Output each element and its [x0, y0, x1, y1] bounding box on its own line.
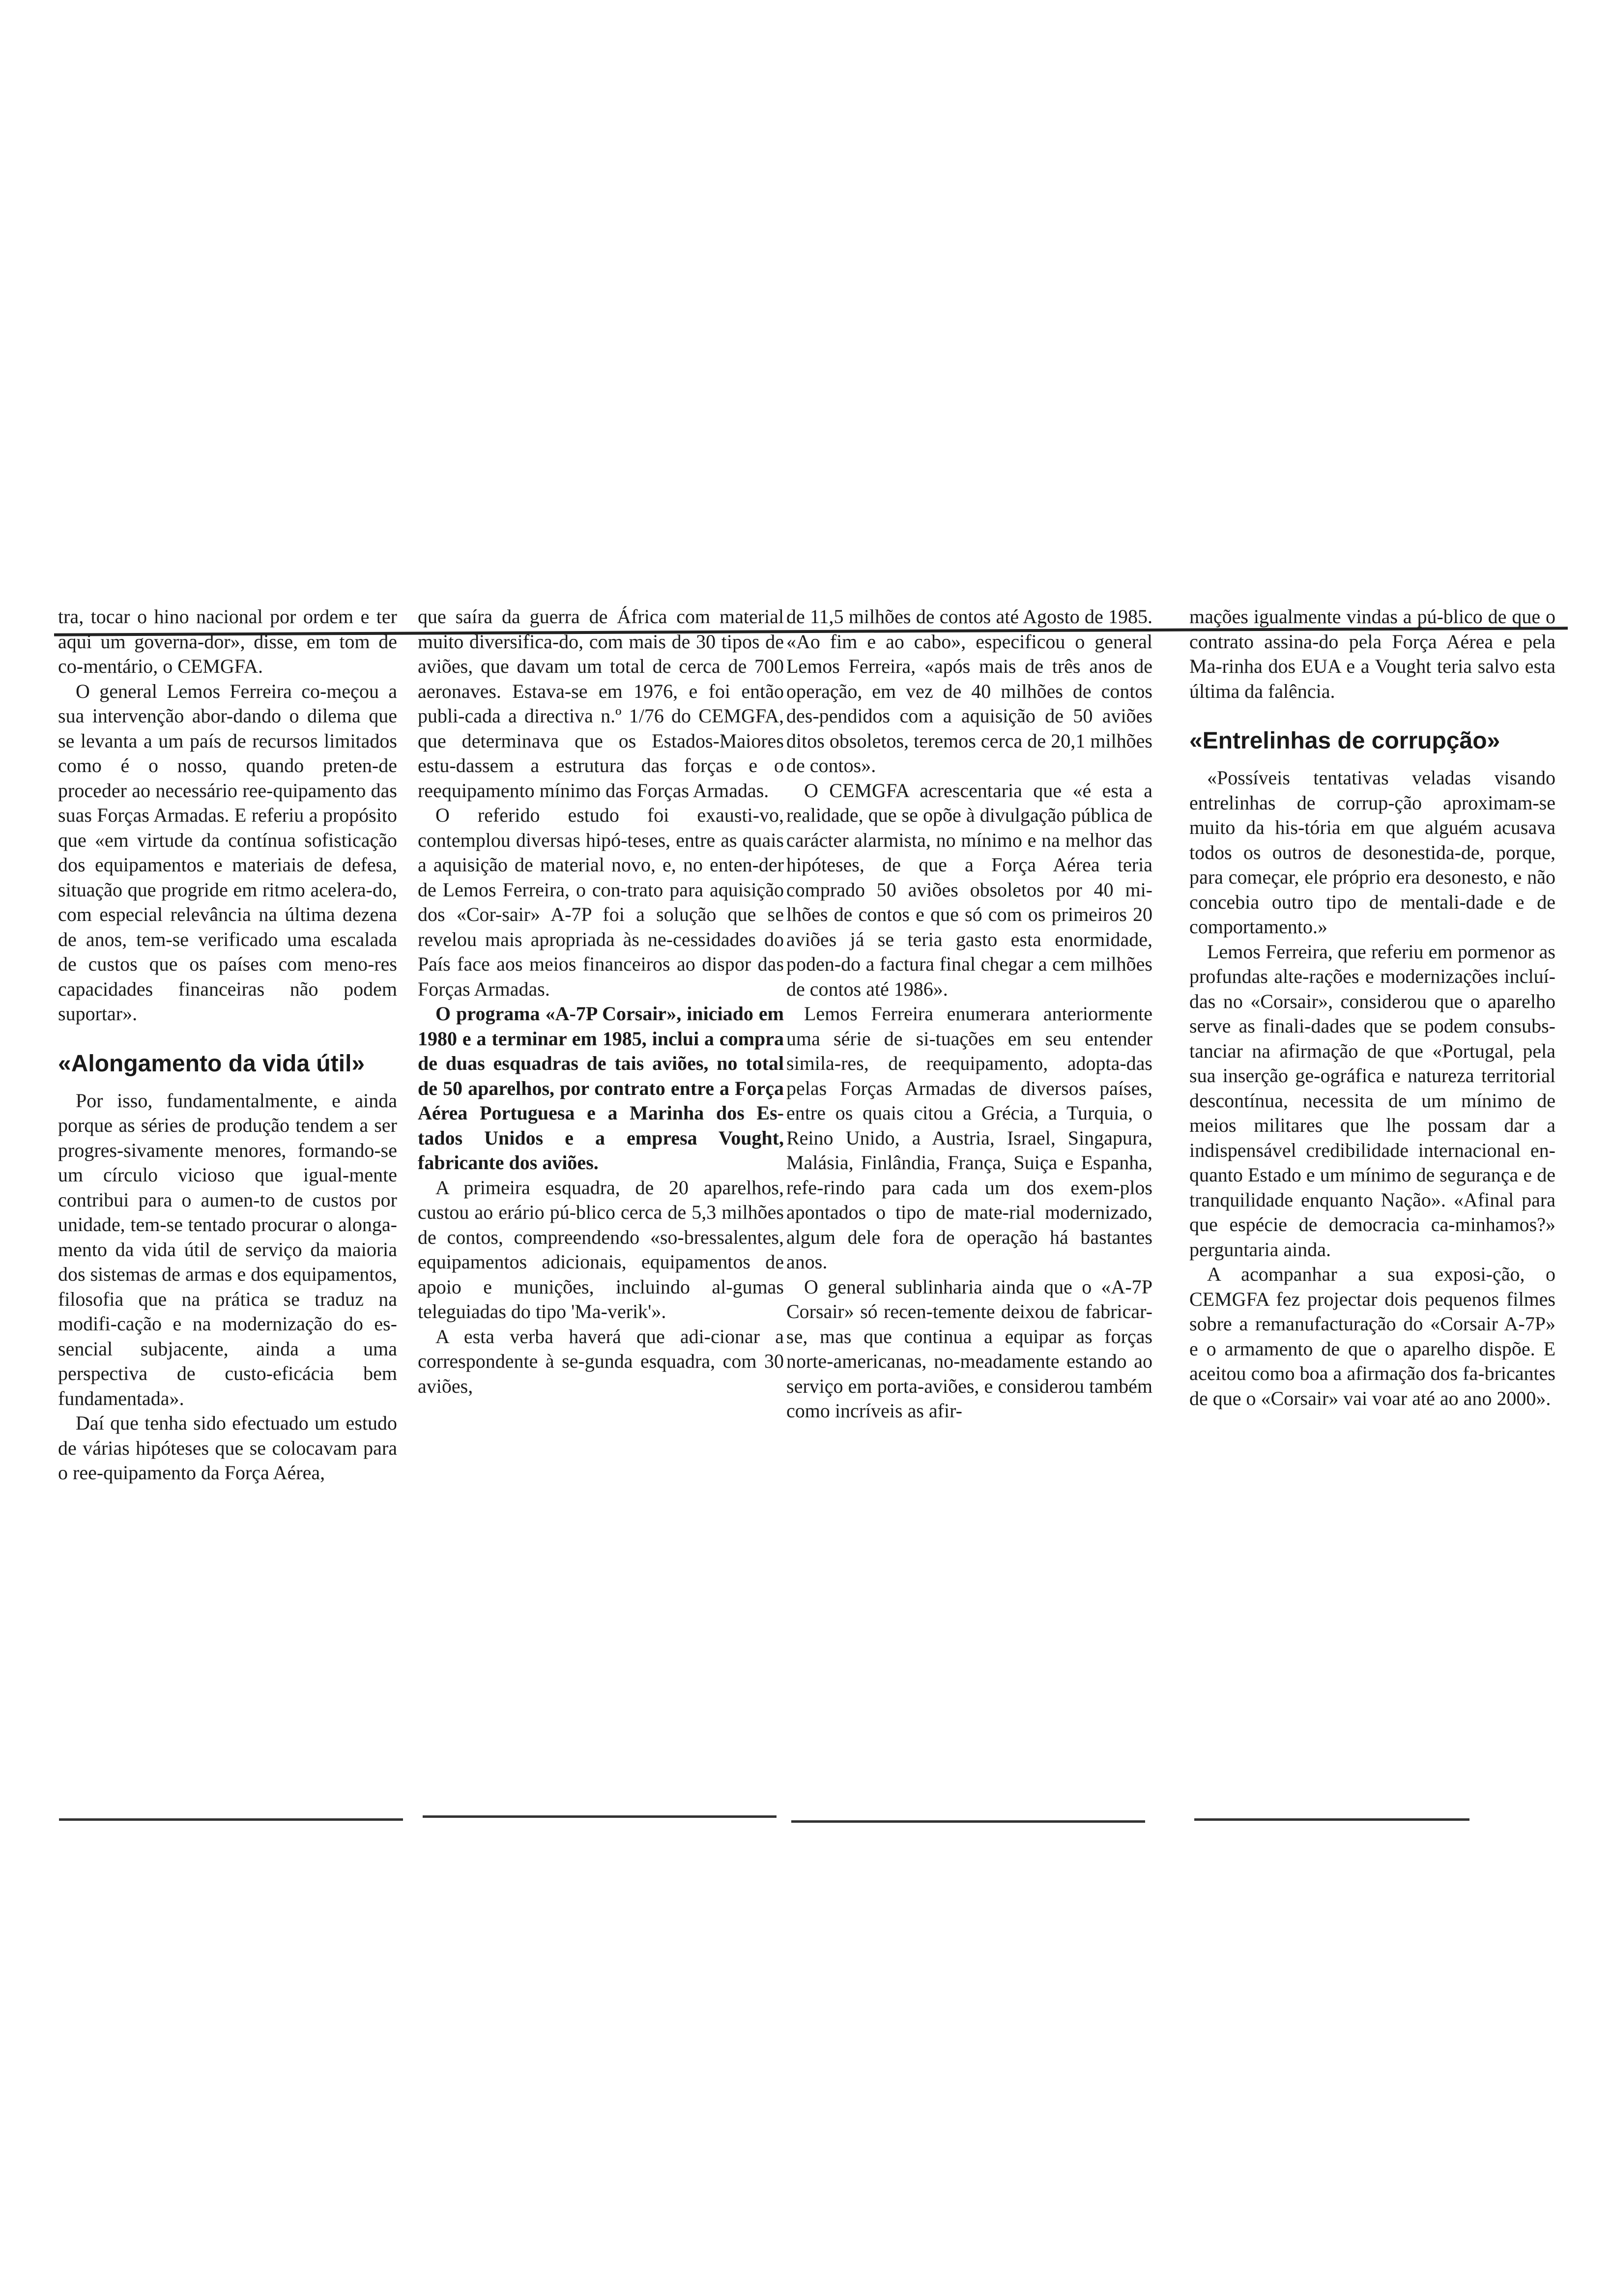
article-paragraph: O programa «A-7P Corsair», iniciado em 1980 e a terminar em 1985, inclui a compra de duas esquadras de tais aviões, no total de 50 aparelhos, por contrato entre a Força Aérea Portuguesa e a Marinha dos Es-tados Unidos e a empresa Vought, fabricante dos aviões. [418, 1003, 784, 1174]
article-column-2 [418, 604, 784, 1399]
article-paragraph: Lemos Ferreira enumerara anteriormente uma série de si-tuações em seu entender simila-res, de reequipamento, adopta-das pelas Forças Armadas de diversos países, entre os quais citou a Grécia, a Turquia, o Reino Unido, a Austria, Israel, Singapura, Malásia, Finlândia, França, Suiça e Espanha, refe-rindo para cada um dos exem-plos apontados o tipo de mate-rial modernizado, algum dele fora de operação há bastantes anos. [786, 1003, 1152, 1273]
bottom-column-rule [59, 1818, 403, 1821]
section-heading: «Entrelinhas de corrupção» [1189, 728, 1500, 754]
article-paragraph: O CEMGFA acrescentaria que «é esta a realidade, que se opõe à divulgação pública de carácter alarmista, no mínimo e na melhor das hipóteses, de que a Força Aérea teria comprado 50 aviões obsoletos por 40 mi-lhões de contos e que só com os primeiros 20 aviões já se teria gasto esta enormidade, poden-do a factura final chegar a cem milhões de contos até 1986». [786, 779, 1152, 1000]
bottom-column-rule [423, 1815, 777, 1818]
section-heading: «Alongamento da vida útil» [58, 1050, 365, 1077]
article-paragraph: Daí que tenha sido efectuado um estudo de várias hipóteses que se colocavam para o ree-quipamento da Força Aérea, [58, 1412, 397, 1484]
article-paragraph: «Possíveis tentativas veladas visando entrelinhas de corrup-ção aproximam-se muito da his-tória em que alguém acusava todos os outros de desonestida-de, porque, para começar, ele próprio era desonesto, e não concebia outro tipo de mentali-dade e de comportamento.» [1189, 767, 1555, 938]
article-paragraph: O referido estudo foi exausti-vo, contemplou diversas hipó-teses, entre as quais a aquisição de material novo, e, no enten-der de Lemos Ferreira, o con-trato para aquisição dos «Cor-sair» A-7P foi a solução que se revelou mais apropriada às ne-cessidades do País face aos meios financeiros ao dispor das Forças Armadas. [418, 804, 784, 1000]
article-paragraph: mações igualmente vindas a pú-blico de que o contrato assina-do pela Força Aérea e pela Ma-rinha dos EUA e a Vought teria salvo esta última da falência. [1189, 605, 1555, 702]
article-paragraph: A acompanhar a sua exposi-ção, o CEMGFA fez projectar dois pequenos filmes sobre a remanufacturação do «Corsair A-7P» e o armamento de que o aparelho dispõe. E aceitou como boa a afirmação dos fa-bricantes de que o «Corsair» vai voar até ao ano 2000». [1189, 1263, 1555, 1409]
article-paragraph: A primeira esquadra, de 20 aparelhos, custou ao erário pú-blico cerca de 5,3 milhões de contos, compreendendo «so-bressalentes, equipamentos adicionais, equipamentos de apoio e munições, incluindo al-gumas teleguiadas do tipo 'Ma-verik'». [418, 1176, 784, 1322]
article-paragraph: Lemos Ferreira, que referiu em pormenor as profundas alte-rações e modernizações incluí-das no «Corsair», considerou que o aparelho serve as finali-dades que se podem consubs-tanciar na afirmação de que «Portugal, pela sua inserção ge-ográfica e natureza territorial descontínua, necessita de um mínimo de meios militares que lhe possam dar a indispensável credibilidade internacional en-quanto Estado e um mínimo de segurança e de tranquilidade enquanto Nação». «Afinal para que espécie de democracia ca-minhamos?» perguntaria ainda. [1189, 940, 1555, 1261]
bottom-column-rule [1194, 1818, 1469, 1821]
article-column-3 [786, 604, 1152, 1424]
article-column-4 [1189, 604, 1555, 1411]
article-paragraph: tra, tocar o hino nacional por ordem e ter aqui um governa-dor», disse, em tom de co-mentário, o CEMGFA. [58, 605, 397, 677]
article-column-1 [58, 604, 397, 1486]
article-paragraph: Por isso, fundamentalmente, e ainda porque as séries de produção tendem a ser progres-sivamente menores, formando-se um círculo vicioso que igual-mente contribui para o aumen-to de custos por unidade, tem-se tentado procurar o alonga-mento da vida útil de serviço da maioria dos sistemas de armas e dos equipamentos, filosofia que na prática se traduz na modifi-cação e na modernização do es-sencial subjacente, ainda a uma perspectiva de custo-eficácia bem fundamentada». [58, 1089, 397, 1409]
article-paragraph: O general sublinharia ainda que o «A-7P Corsair» só recen-temente deixou de fabricar-se, mas que continua a equipar as forças norte-americanas, no-meadamente estando ao serviço em porta-aviões, e considerou também como incríveis as afir- [786, 1275, 1152, 1422]
article-paragraph: de 11,5 milhões de contos até Agosto de 1985. «Ao fim e ao cabo», especificou o general Lemos Ferreira, «após mais de três anos de operação, em vez de 40 milhões de contos des-pendidos com a aquisição de 50 aviões ditos obsoletos, teremos cerca de 20,1 milhões de contos». [786, 605, 1152, 776]
article-paragraph: que saíra da guerra de África com material muito diversifica-do, com mais de 30 tipos de aviões, que davam um total de cerca de 700 aeronaves. Estava-se em 1976, e foi então publi-cada a directiva n.º 1/76 do CEMGFA, que determinava que os Estados-Maiores estu-dassem a estrutura das forças e o reequipamento mínimo das Forças Armadas. [418, 605, 784, 802]
article-paragraph: A esta verba haverá que adi-cionar a correspondente à se-gunda esquadra, com 30 aviões, [418, 1325, 784, 1397]
article-paragraph: O general Lemos Ferreira co-meçou a sua intervenção abor-dando o dilema que se levanta a um país de recursos limitados como é o nosso, quando preten-de proceder ao necessário ree-quipamento das suas Forças Armadas. E referiu a propósito que «em virtude da contínua sofisticação dos equipamentos e materiais de defesa, situação que progride em ritmo acelera-do, com especial relevância na última dezena de anos, tem-se verificado uma escalada de custos que os países com meno-res capacidades financeiras não podem suportar». [58, 680, 397, 1025]
bottom-column-rule [791, 1820, 1145, 1823]
